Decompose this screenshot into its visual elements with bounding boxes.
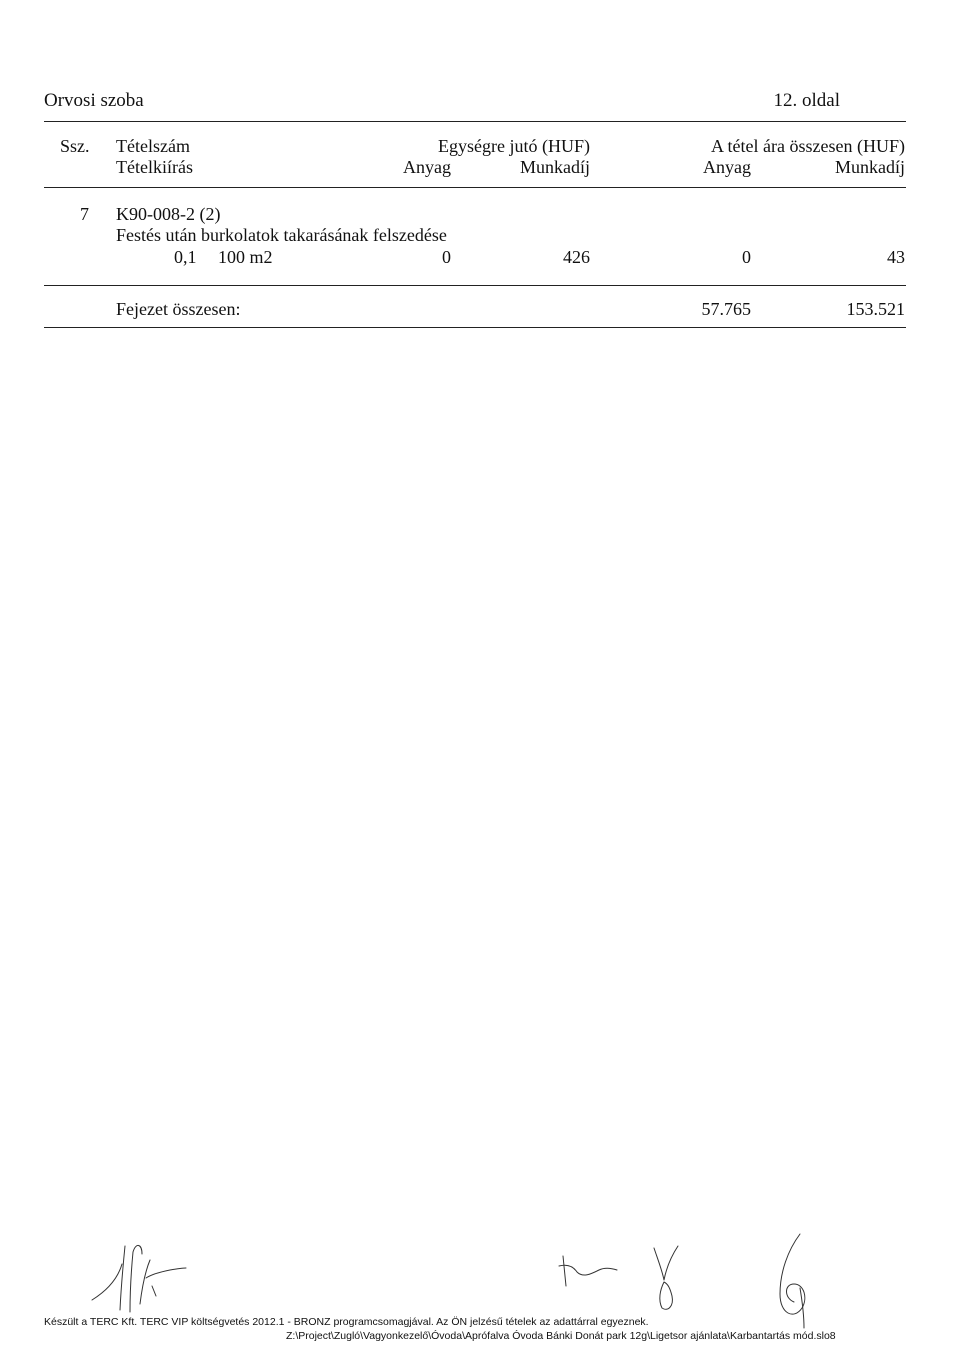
item-total-anyag: 0: [742, 247, 751, 267]
col-ssz: Ssz.: [60, 136, 90, 156]
item-rule: [44, 285, 906, 286]
item-description: Festés után burkolatok takarásának felszedése: [116, 225, 447, 245]
footer-file-path: Z:\Project\Zugló\Vagyonkezelő\Óvoda\Aprófalva Óvoda Bánki Donát park 12g\Ligetsor ajánlata\Karbantartás mód.slo8: [286, 1330, 836, 1342]
item-unit-munkadij: 426: [563, 247, 590, 267]
footer-credit: Készült a TERC Kft. TERC VIP költségvetés 2012.1 - BRONZ programcsomagjával. Az ÖN jelzésű tételek az adattárral egyeznek.: [44, 1316, 649, 1328]
item-total-munkadij: 43: [887, 247, 905, 267]
col-tetelkiiras: Tételkiírás: [116, 157, 193, 177]
summary-label: Fejezet összesen:: [116, 299, 241, 319]
initials-mark: [770, 1228, 820, 1338]
signature-1: [90, 1238, 200, 1318]
col-total-munkadij: Munkadíj: [835, 157, 905, 177]
col-unit-munkadij: Munkadíj: [520, 157, 590, 177]
signature-3: [640, 1240, 700, 1315]
item-unit: 100 m2: [218, 247, 273, 267]
signature-2: [555, 1252, 635, 1297]
item-code: K90-008-2 (2): [116, 204, 221, 224]
summary-munkadij: 153.521: [846, 299, 905, 319]
item-unit-anyag: 0: [442, 247, 451, 267]
summary-rule: [44, 327, 906, 328]
document-title: Orvosi szoba: [44, 90, 144, 111]
col-unit-group: Egységre jutó (HUF): [438, 136, 590, 156]
column-header-rule: [44, 187, 906, 188]
header-rule: [44, 121, 906, 122]
col-tetelszam: Tételszám: [116, 136, 190, 156]
summary-anyag: 57.765: [701, 299, 751, 319]
page-number: 12. oldal: [773, 90, 840, 111]
item-quantity: 0,1: [174, 247, 197, 267]
col-unit-anyag: Anyag: [403, 157, 451, 177]
col-total-anyag: Anyag: [703, 157, 751, 177]
item-ssz: 7: [80, 204, 89, 224]
col-total-group: A tétel ára összesen (HUF): [711, 136, 905, 156]
